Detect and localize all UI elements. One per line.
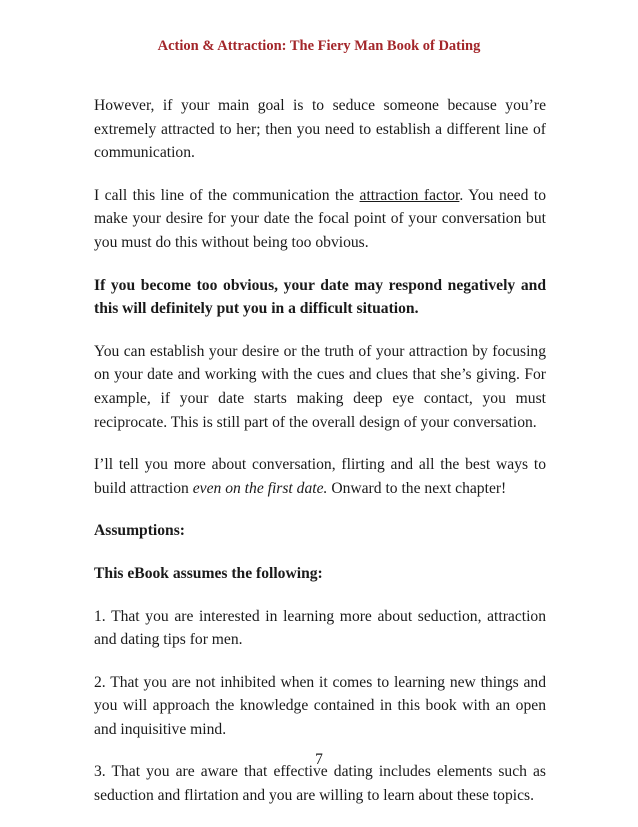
paragraph <box>94 453 546 500</box>
italic-phrase: even on the first date. <box>192 479 328 497</box>
paragraph: You can establish your desire or the truth of your attraction by focusing on your date and working with the cues and clues that she’s giving. For example, if your date starts making deep eye contact, you must reciprocate. This is still part of the overall design of your conversation. <box>94 342 546 431</box>
body-text <box>94 94 546 827</box>
subheading-assumes: This eBook assumes the following: <box>94 564 323 582</box>
paragraph: However, if your main goal is to seduce someone because you’re extremely attracted to her; then you need to establish a different line of communication. <box>94 97 546 162</box>
text-span: I call this line of the communication the <box>94 186 360 204</box>
bold-paragraph: If you become too obvious, your date may respond negatively and this will definitely put you in a difficult situation. <box>94 276 546 318</box>
paragraph <box>94 184 546 255</box>
attraction-factor-term: attraction factor <box>359 186 460 204</box>
text-span: I’ll tell you more about conversation, flirting and all the best ways to build attraction <box>94 456 546 497</box>
list-item: 2. That you are not inhibited when it comes to learning new things and you will approach the knowledge contained in this book with an open and inquisitive mind. <box>94 673 546 738</box>
text-span: Onward to the next chapter! <box>327 479 507 497</box>
page-number: 7 <box>315 751 323 768</box>
list-item: 1. That you are interested in learning more about seduction, attraction and dating tips for men. <box>94 607 546 649</box>
running-header: Action & Attraction: The Fiery Man Book of Dating <box>157 38 481 54</box>
text-span: . You need to make your desire for your date the focal point of your conversation but you must do this without being too obvious. <box>94 186 546 251</box>
list-item: 3. That you are aware that effective dating includes elements such as seduction and flirtation and you are willing to learn about these topics. <box>94 763 546 805</box>
section-heading-assumptions: Assumptions: <box>94 522 185 540</box>
